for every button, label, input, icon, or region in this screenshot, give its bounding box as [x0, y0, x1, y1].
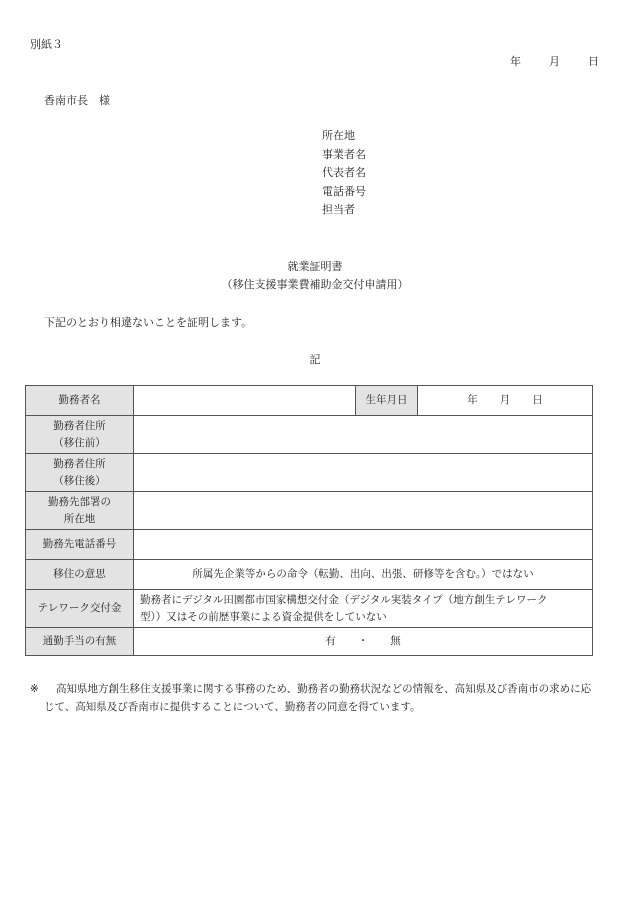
- applicant-block: [322, 127, 366, 220]
- birthdate-field[interactable]: [418, 386, 593, 416]
- applicant-address-label: 所在地: [322, 129, 355, 142]
- consent-note: [30, 680, 600, 716]
- worker-name-field[interactable]: [134, 386, 356, 416]
- certification-statement: 下記のとおり相違ないことを証明します。: [44, 316, 253, 329]
- branch-location-label: 勤務先部署の 所在地: [26, 492, 134, 530]
- applicant-business-label: 事業者名: [322, 147, 366, 161]
- telework-grant-label: テレワーク交付金: [26, 590, 134, 628]
- commute-no-option[interactable]: 無: [390, 635, 401, 647]
- document-subtitle: （移住支援事業費補助金交付申請用）: [221, 278, 409, 291]
- commute-allowance-choice: [134, 628, 593, 656]
- note-mark: ※: [30, 683, 39, 695]
- date-month: 月: [549, 55, 560, 68]
- ki-heading: 記: [309, 353, 321, 366]
- date-line: [510, 53, 599, 69]
- note-text: 高知県地方創生移住支援事業に関する事務のため、勤務者の勤務状況などの情報を、高知県及び香南市の求めに応じて、高知県及び香南市に提供することについて、勤務者の同意を得ています。: [44, 683, 592, 713]
- relocation-intent-text: 所属先企業等からの命令（転勤、出向、出張、研修等を含む。）ではない: [134, 560, 593, 590]
- certificate-table: [25, 385, 593, 656]
- applicant-contact-label: 担当者: [322, 203, 355, 216]
- address-after-label: 勤務者住所 （移住後）: [26, 454, 134, 492]
- birthdate-label: 生年月日: [356, 386, 418, 416]
- table-row: [26, 628, 593, 656]
- address-before-label: 勤務者住所 （移住前）: [26, 416, 134, 454]
- commute-separator: ・: [357, 635, 369, 647]
- birthdate-month: 月: [499, 394, 511, 406]
- workplace-phone-label: 勤務先電話番号: [26, 530, 134, 560]
- table-row: [26, 386, 593, 416]
- birthdate-day: 日: [532, 394, 543, 406]
- table-row: [26, 454, 593, 492]
- addressee: 香南市長 様: [44, 94, 110, 107]
- worker-name-label: 勤務者名: [26, 386, 134, 416]
- table-row: [26, 492, 593, 530]
- commute-allowance-label: 通勤手当の有無: [26, 628, 134, 656]
- table-row: [26, 560, 593, 590]
- date-year: 年: [510, 55, 521, 68]
- commute-yes-option[interactable]: 有: [325, 635, 336, 647]
- applicant-representative-label: 代表者名: [322, 166, 366, 179]
- address-before-field[interactable]: [134, 416, 593, 454]
- relocation-intent-label: 移住の意思: [26, 560, 134, 590]
- applicant-phone-label: 電話番号: [322, 184, 366, 198]
- date-day: 日: [588, 55, 599, 68]
- telework-grant-text: 勤務者にデジタル田園都市国家構想交付金（デジタル実装タイプ（地方創生テレワーク 型））又はその前歴事業による資金提供をしていない: [134, 590, 593, 628]
- workplace-phone-field[interactable]: [134, 530, 593, 560]
- attachment-label: 別紙３: [30, 38, 63, 51]
- table-row: [26, 416, 593, 454]
- table-row: [26, 590, 593, 628]
- address-after-field[interactable]: [134, 454, 593, 492]
- table-row: [26, 530, 593, 560]
- birthdate-year: 年: [467, 394, 478, 406]
- branch-location-field[interactable]: [134, 492, 593, 530]
- document-title: 就業証明書: [287, 260, 343, 273]
